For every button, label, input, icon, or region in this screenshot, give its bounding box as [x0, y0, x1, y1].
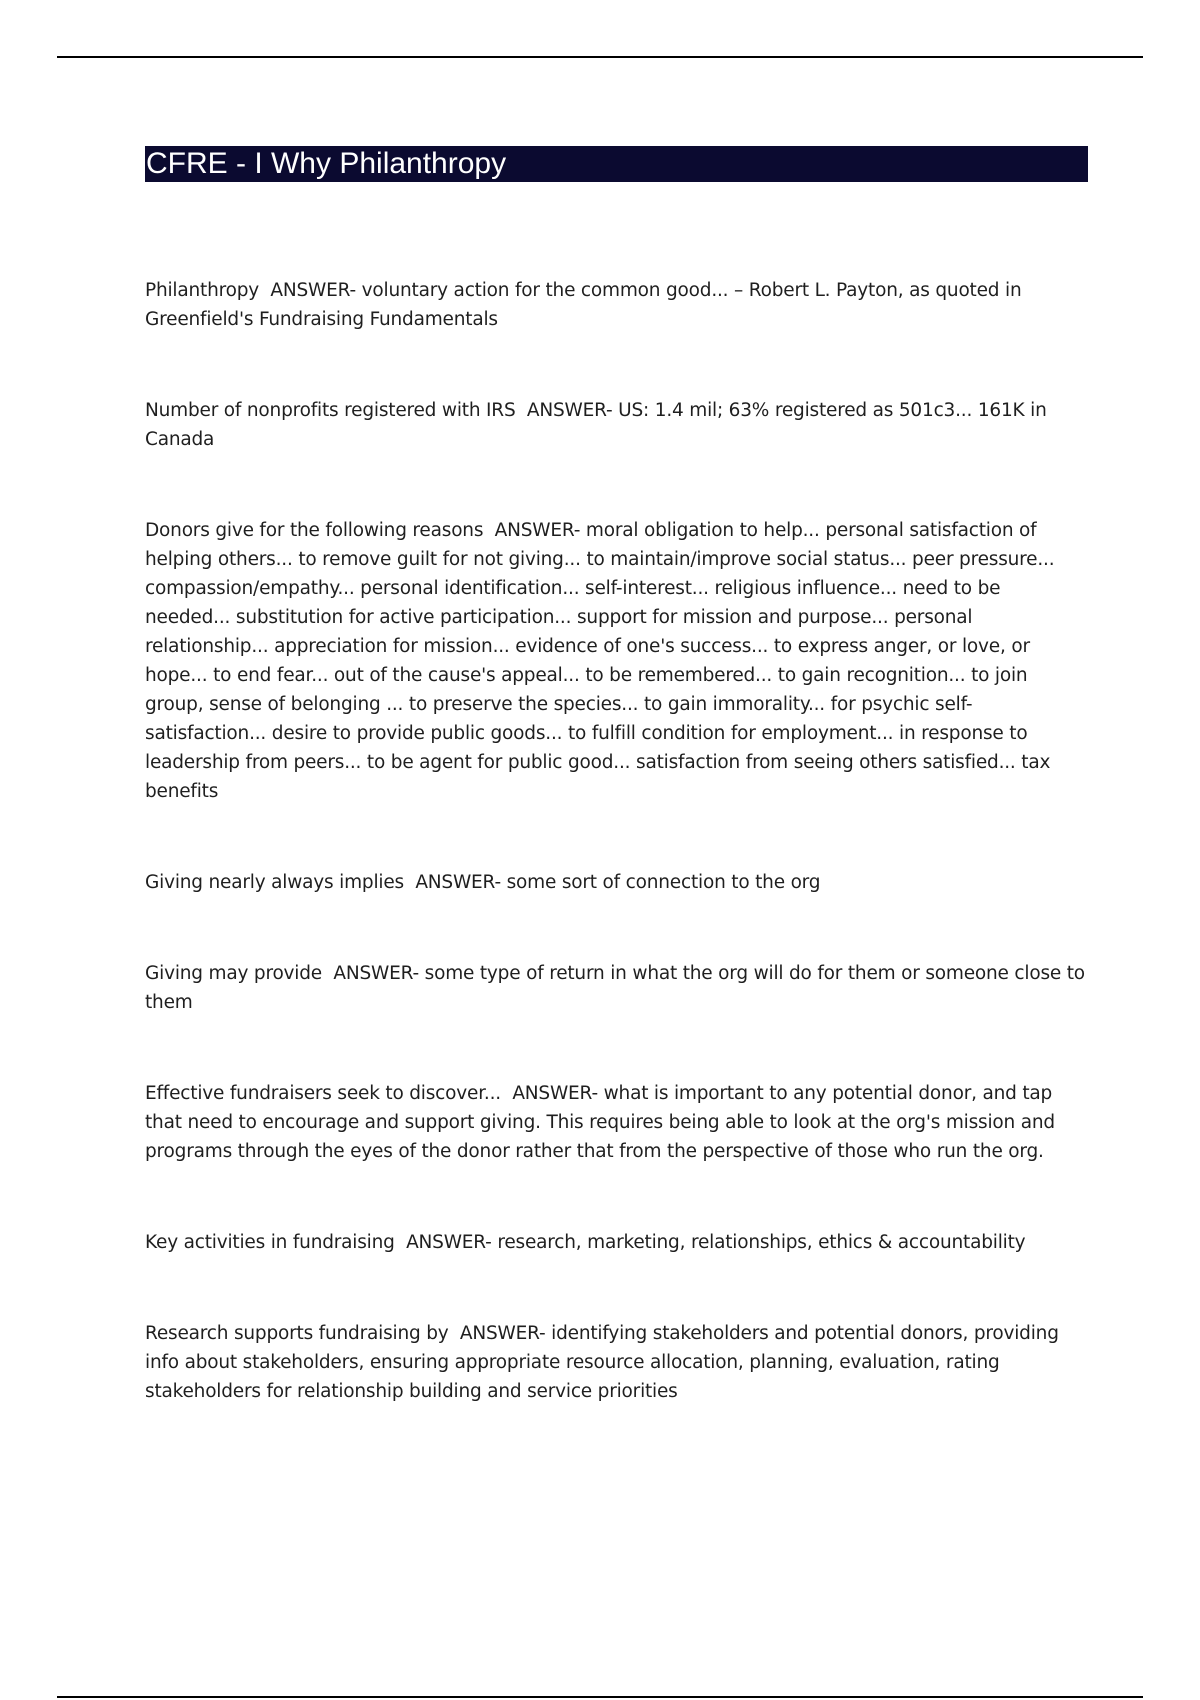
entry-question: Number of nonprofits registered with IRS [145, 400, 516, 421]
entry-answer: ANSWER- moral obligation to help... personal satisfaction of helping others... to remove guilt for not giving... to maintain/improve social status... peer pressure... compassion/empathy... personal identification... self-interest... religious influence... need to be needed... substitution for active participation... support for mission and purpose... personal relationship... appreciation for mission... evidence of one's success... to express anger, or love, or hope... to end fear... out of the cause's appeal... to be remembered... to gain recognition... to join group, sense of belonging ... to preserve the species... to gain immorality... for psychic self-satisfaction... desire to provide public goods... to fulfill condition for employment... in response to leadership from peers... to be agent for public good... satisfaction from seeing others satisfied... tax benefits [145, 520, 1055, 802]
entry-answer: ANSWER- research, marketing, relationships, ethics & accountability [406, 1232, 1026, 1253]
entry-answer: ANSWER- identifying stakeholders and potential donors, providing info about stakeholders, ensuring appropriate resource allocation, planning, evaluation, rating stakeholders for relationship building and service priorities [145, 1323, 1059, 1402]
top-rule [57, 56, 1143, 58]
qa-entry [145, 276, 1090, 334]
document-title: CFRE - I Why Philanthropy [146, 147, 507, 180]
entry-answer: ANSWER- voluntary action for the common good... – Robert L. Payton, as quoted in Greenfield's Fundraising Fundamentals [145, 280, 1022, 330]
entry-question: Philanthropy [145, 280, 260, 301]
entry-answer: ANSWER- US: 1.4 mil; 63% registered as 501c3... 161K in Canada [145, 400, 1047, 450]
entry-question: Giving nearly always implies [145, 872, 404, 893]
qa-entry [145, 516, 1090, 806]
qa-entry [145, 868, 1090, 897]
entry-answer: ANSWER- some sort of connection to the org [415, 872, 821, 893]
entry-question: Key activities in fundraising [145, 1232, 395, 1253]
qa-entry [145, 1228, 1090, 1257]
entry-question: Giving may provide [145, 963, 322, 984]
entry-question: Donors give for the following reasons [145, 520, 484, 541]
qa-entry [145, 959, 1090, 1017]
qa-entry [145, 1079, 1090, 1166]
entry-question: Research supports fundraising by [145, 1323, 449, 1344]
qa-list [145, 276, 1090, 1406]
entry-question: Effective fundraisers seek to discover... [145, 1083, 501, 1104]
entry-answer: ANSWER- some type of return in what the org will do for them or someone close to them [145, 963, 1085, 1013]
qa-entry [145, 1319, 1090, 1406]
entry-answer: ANSWER- what is important to any potential donor, and tap that need to encourage and support giving. This requires being able to look at the org's mission and programs through the eyes of the donor rather that from the perspective of those who run the org. [145, 1083, 1055, 1162]
title-bar [145, 146, 1088, 182]
qa-entry [145, 396, 1090, 454]
bottom-rule [57, 1696, 1143, 1698]
